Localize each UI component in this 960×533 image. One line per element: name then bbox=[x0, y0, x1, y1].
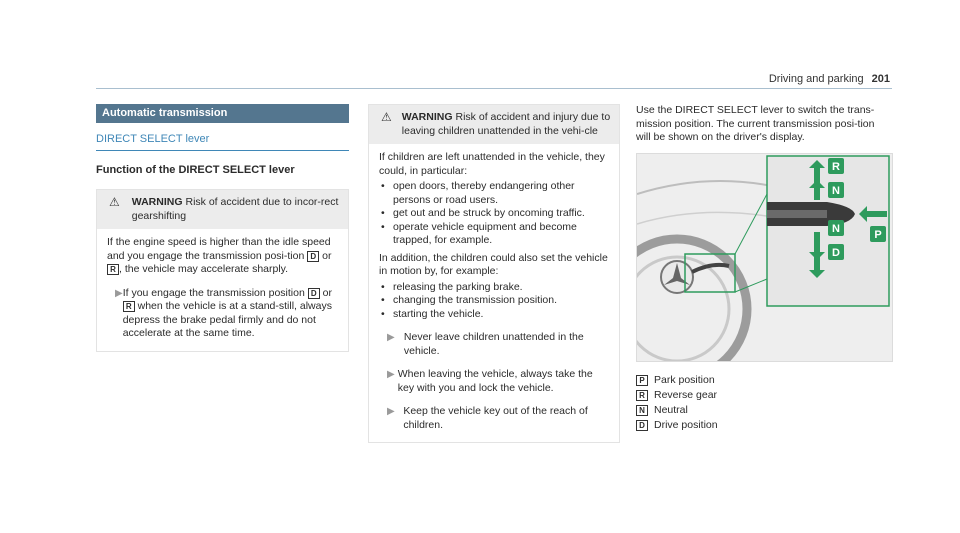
list-item: • operate vehicle equipment and become trapped, for example. bbox=[393, 221, 609, 248]
page-header bbox=[769, 73, 890, 85]
warning-or: or bbox=[322, 249, 332, 262]
step-text: Keep the vehicle key out of the reach of children. bbox=[403, 405, 588, 431]
warning-header bbox=[369, 105, 619, 144]
subsection-title: DIRECT SELECT lever bbox=[96, 133, 349, 151]
figure-legend bbox=[636, 373, 891, 433]
warning-paragraph bbox=[107, 236, 338, 277]
instruction-step bbox=[379, 368, 609, 395]
warning-triangle-icon: ⚠ bbox=[381, 110, 392, 124]
key-n-symbol: N bbox=[636, 405, 648, 416]
legend-label: Drive position bbox=[654, 418, 718, 431]
lever-figure-svg bbox=[637, 154, 892, 361]
step-text: When leaving the vehicle, always take the key with you and lock the vehicle. bbox=[397, 368, 593, 394]
step-or: or bbox=[322, 286, 332, 299]
legend-label: Neutral bbox=[654, 403, 688, 416]
warning-body bbox=[369, 144, 619, 442]
page-number: 201 bbox=[871, 73, 890, 85]
column-left bbox=[96, 104, 349, 352]
list-item: • get out and be struck by oncoming traffic. bbox=[393, 207, 609, 221]
step-arrow-icon: ▶ bbox=[387, 406, 395, 417]
header-section: Driving and parking bbox=[768, 73, 864, 85]
warning-title: WARNING bbox=[131, 196, 183, 208]
warning-box-children bbox=[368, 104, 620, 443]
legend-label: Reverse gear bbox=[654, 388, 718, 401]
key-d-symbol: D bbox=[308, 288, 320, 299]
danger-list-1 bbox=[379, 180, 609, 248]
step-text bbox=[123, 287, 338, 341]
instruction-step bbox=[107, 287, 338, 341]
instruction-step bbox=[379, 405, 609, 432]
key-d-symbol: D bbox=[307, 251, 319, 262]
label-n-down: N bbox=[832, 222, 840, 235]
header-rule bbox=[96, 88, 892, 89]
legend-item bbox=[636, 388, 891, 403]
list-item: • releasing the parking brake. bbox=[393, 281, 609, 295]
warning-triangle-icon: ⚠ bbox=[109, 195, 120, 209]
column-middle bbox=[368, 104, 620, 443]
legend-label: Park position bbox=[654, 373, 715, 386]
key-r-symbol: R bbox=[107, 264, 119, 275]
warning-summary: Risk of accident and injury due to leaving children unattended in the vehi-cle bbox=[401, 111, 611, 137]
warning-text bbox=[132, 196, 342, 223]
label-r: R bbox=[832, 160, 840, 173]
warning-para-a: If the engine speed is higher than the idle speed and you engage the transmission posi-tion bbox=[107, 236, 331, 262]
warning-box-gearshift bbox=[96, 189, 349, 352]
intro-paragraph: Use the DIRECT SELECT lever to switch the trans-mission position. The current transmission posi-tion will be shown on the driver's display. bbox=[636, 104, 875, 143]
warning-para-b: , the vehicle may accelerate sharply. bbox=[119, 263, 289, 275]
list-item: • changing the transmission position. bbox=[393, 294, 609, 308]
legend-item bbox=[636, 403, 891, 418]
warning-intro: If children are left unattended in the vehicle, they could, in particular: bbox=[379, 151, 605, 177]
key-r-symbol: R bbox=[636, 390, 648, 401]
legend-item bbox=[636, 373, 891, 388]
instruction-step bbox=[379, 331, 609, 358]
warning-summary: Risk of accident due to incor-rect gearshifting bbox=[131, 196, 339, 222]
label-p: P bbox=[874, 228, 882, 241]
list-item: • starting the vehicle. bbox=[393, 308, 609, 322]
step-arrow-icon: ▶ bbox=[115, 287, 123, 299]
step-text-b: when the vehicle is at a stand-still, always depress the brake pedal firmly and do not accelerate at the same time. bbox=[122, 300, 332, 339]
label-d: D bbox=[832, 246, 840, 259]
key-r-symbol: R bbox=[123, 301, 135, 312]
key-p-symbol: P bbox=[636, 375, 648, 386]
step-arrow-icon: ▶ bbox=[387, 369, 395, 380]
step-text-a: If you engage the transmission position bbox=[122, 286, 305, 299]
warning-body bbox=[97, 229, 348, 351]
warning-title: WARNING bbox=[401, 111, 453, 123]
label-n-up: N bbox=[832, 184, 840, 197]
warning-intro-2: In addition, the children could also set the vehicle in motion by, for example: bbox=[379, 251, 608, 277]
danger-list-2 bbox=[379, 281, 609, 322]
column-right bbox=[636, 104, 891, 433]
legend-item bbox=[636, 418, 891, 433]
list-item: • open doors, thereby endangering other persons or road users. bbox=[393, 180, 609, 207]
key-d-symbol: D bbox=[636, 420, 648, 431]
step-text: Never leave children unattended in the vehicle. bbox=[403, 331, 584, 357]
direct-select-lever-illustration bbox=[636, 153, 893, 362]
warning-text bbox=[402, 111, 613, 138]
warning-header bbox=[97, 190, 348, 229]
section-title: Automatic transmission bbox=[96, 104, 349, 123]
topic-heading: Function of the DIRECT SELECT lever bbox=[96, 163, 295, 176]
step-arrow-icon: ▶ bbox=[387, 332, 395, 343]
